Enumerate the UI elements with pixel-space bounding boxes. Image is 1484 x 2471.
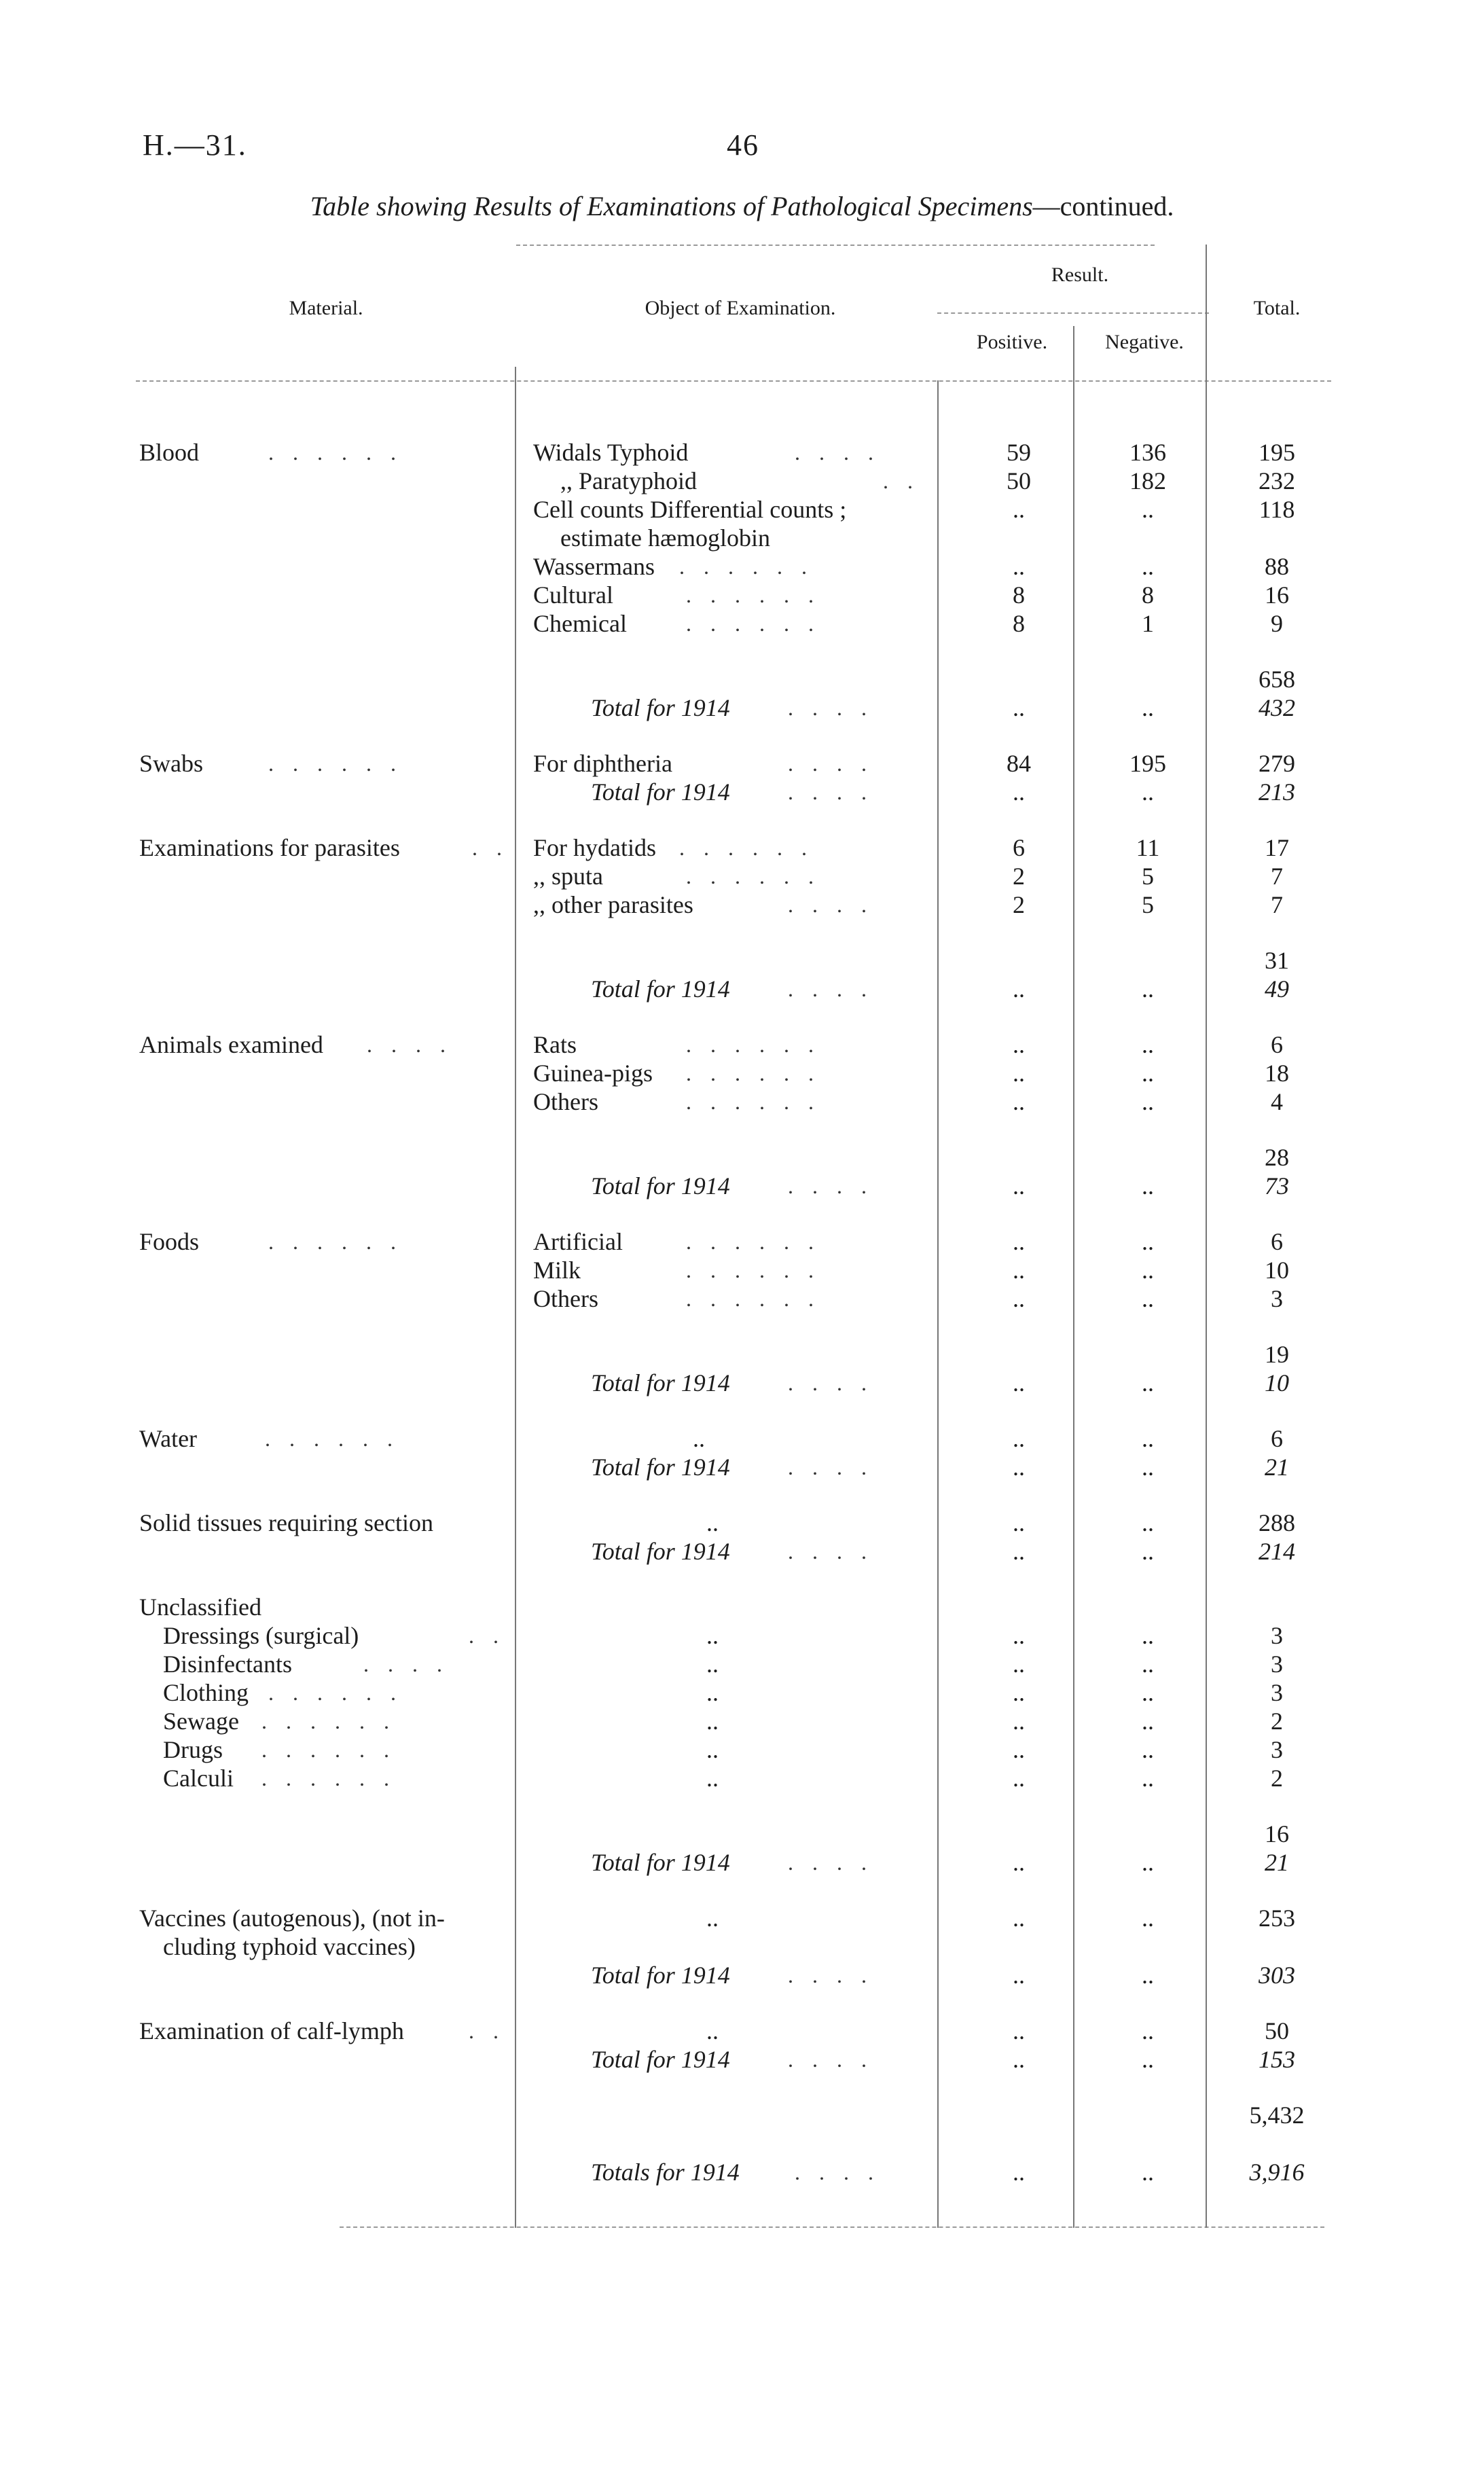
row-39-negative: .. — [1142, 1905, 1154, 1932]
row-43-negative: .. — [1142, 2046, 1154, 2073]
col-divider-object — [515, 367, 516, 2228]
leader-dots: . . . . . . — [686, 1258, 820, 1282]
row-0-material: Blood — [139, 439, 200, 466]
row-6-object: Chemical — [533, 610, 627, 637]
row-29-negative: .. — [1142, 1538, 1154, 1565]
row-12-positive: 2 — [1013, 863, 1025, 890]
header-total: Total. — [1253, 297, 1301, 319]
header-object: Object of Examination. — [645, 297, 836, 319]
row-2-positive: .. — [1013, 496, 1025, 523]
row-17-total: 18 — [1265, 1060, 1289, 1087]
row-18-negative: .. — [1142, 1088, 1154, 1115]
row-29-positive: .. — [1013, 1538, 1025, 1565]
leader-dots: . . . . — [788, 1850, 873, 1875]
row-18-object: Others — [533, 1088, 598, 1115]
row-7-total: 658 — [1259, 666, 1295, 693]
row-26-total: 6 — [1271, 1425, 1283, 1452]
leader-dots: . . . . . . — [268, 751, 403, 776]
row-10-positive: .. — [1013, 778, 1025, 806]
row-22-total: 10 — [1265, 1257, 1289, 1284]
leader-dots: . . . . . . — [261, 1737, 396, 1762]
rule-result-under — [937, 312, 1209, 314]
leader-dots: . . . . . . — [268, 440, 403, 465]
row-14-total: 31 — [1265, 947, 1289, 974]
row-9-total: 279 — [1259, 750, 1295, 777]
row-20-total: 73 — [1265, 1172, 1289, 1200]
row-4-total: 88 — [1265, 553, 1289, 580]
row-38-total: 21 — [1265, 1849, 1289, 1876]
row-23-total: 3 — [1271, 1285, 1283, 1312]
row-25-object: Total for 1914 — [591, 1369, 730, 1396]
row-41-total: 303 — [1259, 1962, 1295, 1989]
leader-dots: . . — [469, 2019, 505, 2043]
row-10-total: 213 — [1259, 778, 1295, 806]
row-0-negative: 136 — [1129, 439, 1166, 466]
row-0-total: 195 — [1259, 439, 1295, 466]
row-11-negative: 11 — [1136, 834, 1160, 861]
row-22-object: Milk — [533, 1257, 581, 1284]
row-8-total: 432 — [1259, 694, 1295, 721]
leader-dots: . . . . . . — [686, 583, 820, 607]
row-23-object: Others — [533, 1285, 598, 1312]
leader-dots: . . — [472, 835, 509, 860]
row-38-positive: .. — [1013, 1849, 1025, 1876]
leader-dots: . . . . — [788, 892, 873, 917]
row-10-negative: .. — [1142, 778, 1154, 806]
row-9-object: For diphtheria — [533, 750, 672, 777]
row-35-negative: .. — [1142, 1736, 1154, 1763]
row-34-material: Sewage — [163, 1708, 239, 1735]
row-28-negative: .. — [1142, 1509, 1154, 1536]
leader-dots: . . . . — [363, 1652, 449, 1676]
leader-dots: . . . . — [795, 440, 880, 465]
row-25-positive: .. — [1013, 1369, 1025, 1396]
row-40-material: cluding typhoid vaccines) — [163, 1933, 416, 1960]
row-36-material: Calculi — [163, 1765, 234, 1792]
row-31-material: Dressings (surgical) — [163, 1622, 359, 1649]
row-32-object: .. — [706, 1651, 719, 1678]
leader-dots: . . . . . . — [679, 554, 814, 579]
row-31-positive: .. — [1013, 1622, 1025, 1649]
row-28-material: Solid tissues requiring section — [139, 1509, 433, 1536]
row-20-negative: .. — [1142, 1172, 1154, 1200]
leader-dots: . . . . . . — [686, 864, 820, 888]
row-26-negative: .. — [1142, 1425, 1154, 1452]
leader-dots: . . . . — [788, 1539, 873, 1564]
row-4-negative: .. — [1142, 553, 1154, 580]
row-16-total: 6 — [1271, 1031, 1283, 1058]
leader-dots: . . — [883, 469, 920, 493]
row-39-total: 253 — [1259, 1905, 1295, 1932]
row-1-total: 232 — [1259, 467, 1295, 494]
row-16-positive: .. — [1013, 1031, 1025, 1058]
row-36-negative: .. — [1142, 1765, 1154, 1792]
rule-title-under — [516, 245, 1155, 246]
row-26-object: .. — [693, 1425, 705, 1452]
row-28-total: 288 — [1259, 1509, 1295, 1536]
row-16-object: Rats — [533, 1031, 577, 1058]
row-42-material: Examination of calf-lymph — [139, 2017, 404, 2044]
row-12-negative: 5 — [1142, 863, 1154, 890]
leader-dots: . . . . — [795, 2160, 880, 2184]
row-11-positive: 6 — [1013, 834, 1025, 861]
row-32-material: Disinfectants — [163, 1651, 292, 1678]
row-23-negative: .. — [1142, 1285, 1154, 1312]
row-5-negative: 8 — [1142, 581, 1154, 609]
row-15-object: Total for 1914 — [591, 975, 730, 1003]
row-39-object: .. — [706, 1905, 719, 1932]
row-5-total: 16 — [1265, 581, 1289, 609]
row-13-total: 7 — [1271, 891, 1283, 918]
row-0-object: Widals Typhoid — [533, 439, 689, 466]
row-1-negative: 182 — [1129, 467, 1166, 494]
row-43-positive: .. — [1013, 2046, 1025, 2073]
row-36-positive: .. — [1013, 1765, 1025, 1792]
leader-dots: . . . . . . — [686, 1229, 820, 1254]
row-12-total: 7 — [1271, 863, 1283, 890]
leader-dots: . . . . — [788, 1455, 873, 1479]
leader-dots: . . . . — [788, 696, 873, 720]
row-16-material: Animals examined — [139, 1031, 323, 1058]
row-45-total: 3,916 — [1249, 2159, 1305, 2186]
row-45-negative: .. — [1142, 2159, 1154, 2186]
row-12-object: ,, sputa — [533, 863, 603, 890]
row-8-object: Total for 1914 — [591, 694, 730, 721]
leader-dots: . . — [469, 1623, 505, 1648]
row-33-total: 3 — [1271, 1679, 1283, 1706]
row-13-positive: 2 — [1013, 891, 1025, 918]
leader-dots: . . . . . . — [268, 1229, 403, 1254]
table-title — [0, 190, 1484, 222]
row-4-object: Wassermans — [533, 553, 655, 580]
row-25-negative: .. — [1142, 1369, 1154, 1396]
row-42-negative: .. — [1142, 2017, 1154, 2044]
row-32-positive: .. — [1013, 1651, 1025, 1678]
row-37-total: 16 — [1265, 1820, 1289, 1847]
leader-dots: . . . . . . — [686, 611, 820, 636]
row-43-object: Total for 1914 — [591, 2046, 730, 2073]
row-42-total: 50 — [1265, 2017, 1289, 2044]
row-29-total: 214 — [1259, 1538, 1295, 1565]
row-18-positive: .. — [1013, 1088, 1025, 1115]
row-31-object: .. — [706, 1622, 719, 1649]
header-positive: Positive. — [976, 331, 1048, 353]
row-26-positive: .. — [1013, 1425, 1025, 1452]
row-42-positive: .. — [1013, 2017, 1025, 2044]
row-17-positive: .. — [1013, 1060, 1025, 1087]
leader-dots: . . . . — [367, 1032, 452, 1057]
leader-dots: . . . . . . — [679, 835, 814, 860]
row-15-total: 49 — [1265, 975, 1289, 1003]
row-8-negative: .. — [1142, 694, 1154, 721]
row-41-object: Total for 1914 — [591, 1962, 730, 1989]
row-21-negative: .. — [1142, 1228, 1154, 1255]
row-33-material: Clothing — [163, 1679, 249, 1706]
row-11-object: For hydatids — [533, 834, 657, 861]
leader-dots: . . . . — [788, 2047, 873, 2072]
row-33-object: .. — [706, 1679, 719, 1706]
row-11-material: Examinations for parasites — [139, 834, 400, 861]
row-27-negative: .. — [1142, 1454, 1154, 1481]
row-25-total: 10 — [1265, 1369, 1289, 1396]
leader-dots: . . . . . . — [686, 1286, 820, 1311]
row-18-total: 4 — [1271, 1088, 1283, 1115]
row-2-negative: .. — [1142, 496, 1154, 523]
row-34-positive: .. — [1013, 1708, 1025, 1735]
row-23-positive: .. — [1013, 1285, 1025, 1312]
row-45-positive: .. — [1013, 2159, 1025, 2186]
leader-dots: . . . . — [788, 977, 873, 1001]
row-9-material: Swabs — [139, 750, 204, 777]
leader-dots: . . . . . . — [686, 1089, 820, 1114]
row-19-total: 28 — [1265, 1144, 1289, 1171]
table-title-suffix: —continued. — [1032, 191, 1174, 221]
row-1-positive: 50 — [1007, 467, 1031, 494]
row-13-negative: 5 — [1142, 891, 1154, 918]
row-20-positive: .. — [1013, 1172, 1025, 1200]
row-21-material: Foods — [139, 1228, 200, 1255]
row-9-positive: 84 — [1007, 750, 1031, 777]
row-31-total: 3 — [1271, 1622, 1283, 1649]
row-29-object: Total for 1914 — [591, 1538, 730, 1565]
row-15-negative: .. — [1142, 975, 1154, 1003]
row-2-object: Cell counts Differential counts ; — [533, 496, 847, 523]
table-title-main: Table showing Results of Examinations of Pathological Specimens — [310, 191, 1033, 221]
header-result: Result. — [1051, 264, 1109, 286]
row-35-object: .. — [706, 1736, 719, 1763]
row-31-negative: .. — [1142, 1622, 1154, 1649]
row-4-positive: .. — [1013, 553, 1025, 580]
row-11-total: 17 — [1265, 834, 1289, 861]
row-5-positive: 8 — [1013, 581, 1025, 609]
col-divider-positive — [937, 380, 939, 2228]
row-2-total: 118 — [1259, 496, 1295, 523]
leader-dots: . . . . . . — [265, 1426, 399, 1451]
row-30-material: Unclassified — [139, 1593, 261, 1621]
row-17-object: Guinea-pigs — [533, 1060, 653, 1087]
row-38-negative: .. — [1142, 1849, 1154, 1876]
row-39-positive: .. — [1013, 1905, 1025, 1932]
row-38-object: Total for 1914 — [591, 1849, 730, 1876]
row-21-total: 6 — [1271, 1228, 1283, 1255]
page-number: 46 — [727, 128, 759, 162]
row-41-negative: .. — [1142, 1962, 1154, 1989]
row-6-positive: 8 — [1013, 610, 1025, 637]
row-24-total: 19 — [1265, 1341, 1289, 1368]
header-negative: Negative. — [1105, 331, 1184, 353]
rule-header-under — [136, 380, 1331, 382]
row-42-object: .. — [706, 2017, 719, 2044]
leader-dots: . . . . . . — [686, 1061, 820, 1085]
row-41-positive: .. — [1013, 1962, 1025, 1989]
row-39-material: Vaccines (autogenous), (not in- — [139, 1905, 445, 1932]
leader-dots: . . . . — [788, 1371, 873, 1395]
row-36-object: .. — [706, 1765, 719, 1792]
page-series: H.—31. — [143, 128, 247, 162]
row-33-positive: .. — [1013, 1679, 1025, 1706]
row-10-object: Total for 1914 — [591, 778, 730, 806]
row-17-negative: .. — [1142, 1060, 1154, 1087]
row-5-object: Cultural — [533, 581, 613, 609]
row-13-object: ,, other parasites — [533, 891, 693, 918]
leader-dots: . . . . . . — [261, 1709, 396, 1733]
row-20-object: Total for 1914 — [591, 1172, 730, 1200]
row-0-positive: 59 — [1007, 439, 1031, 466]
leader-dots: . . . . . . — [261, 1766, 396, 1790]
row-28-positive: .. — [1013, 1509, 1025, 1536]
row-6-total: 9 — [1271, 610, 1283, 637]
row-9-negative: 195 — [1129, 750, 1166, 777]
row-21-positive: .. — [1013, 1228, 1025, 1255]
row-35-total: 3 — [1271, 1736, 1283, 1763]
row-32-total: 3 — [1271, 1651, 1283, 1678]
row-27-positive: .. — [1013, 1454, 1025, 1481]
row-26-material: Water — [139, 1425, 198, 1452]
row-22-positive: .. — [1013, 1257, 1025, 1284]
rule-table-bottom — [340, 2226, 1324, 2228]
leader-dots: . . . . — [788, 780, 873, 804]
row-43-total: 153 — [1259, 2046, 1295, 2073]
leader-dots: . . . . — [788, 1174, 873, 1198]
row-3-object: estimate hæmoglobin — [560, 524, 770, 552]
row-1-object: ,, Paratyphoid — [560, 467, 697, 494]
leader-dots: . . . . . . — [686, 1032, 820, 1057]
row-27-total: 21 — [1265, 1454, 1289, 1481]
row-45-object: Totals for 1914 — [591, 2159, 740, 2186]
row-28-object: .. — [706, 1509, 719, 1536]
row-16-negative: .. — [1142, 1031, 1154, 1058]
row-44-total: 5,432 — [1249, 2102, 1305, 2129]
row-35-positive: .. — [1013, 1736, 1025, 1763]
row-35-material: Drugs — [163, 1736, 223, 1763]
row-15-positive: .. — [1013, 975, 1025, 1003]
row-6-negative: 1 — [1142, 610, 1154, 637]
row-34-negative: .. — [1142, 1708, 1154, 1735]
row-36-total: 2 — [1271, 1765, 1283, 1792]
leader-dots: . . . . — [788, 751, 873, 776]
row-33-negative: .. — [1142, 1679, 1154, 1706]
row-8-positive: .. — [1013, 694, 1025, 721]
header-material: Material. — [289, 297, 363, 319]
row-21-object: Artificial — [533, 1228, 623, 1255]
row-27-object: Total for 1914 — [591, 1454, 730, 1481]
row-22-negative: .. — [1142, 1257, 1154, 1284]
row-32-negative: .. — [1142, 1651, 1154, 1678]
row-34-total: 2 — [1271, 1708, 1283, 1735]
leader-dots: . . . . . . — [268, 1680, 403, 1705]
leader-dots: . . . . — [788, 1963, 873, 1987]
row-34-object: .. — [706, 1708, 719, 1735]
